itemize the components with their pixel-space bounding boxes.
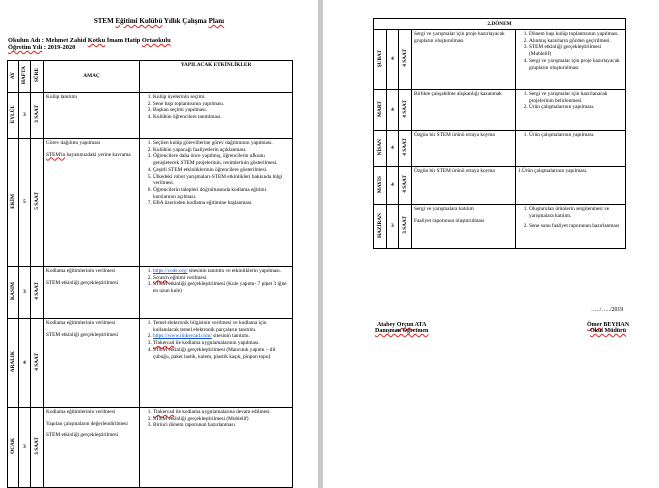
list-item: 3. Tinkercad ile kodlama uygulamalarının yapılması. (153, 340, 290, 347)
document-page-left (0, 0, 318, 488)
week-cell: 3 (19, 267, 31, 319)
header-activities: YAPILACAK ETKİNLİKLER (140, 61, 293, 93)
list-item: 1. Kulüp üyelerinin seçimi. (153, 94, 290, 101)
list-item: 7. EBA üzerinden kodlama eğitimine başlanması. (153, 200, 290, 207)
aim-cell: Kodlama eğitimlerinin verilmesi STEM etkinliği gerçekleştirilmesi (44, 267, 140, 319)
duration-cell: 3 SAAT (399, 205, 412, 249)
duration-cell: 4 SAAT (31, 267, 44, 319)
aim-cell: Özgün bir STEM ürünü ortaya koyma (412, 167, 516, 205)
list-item: 4. STEM etkinliği gerçekleştirilmesi (Mancınık yapımı – dil çubuğu, paket lastik, kalem, plastik kaşık, pinpon topu) (153, 347, 290, 360)
table-row (8, 319, 293, 408)
table-row (374, 90, 626, 131)
list-item: 1. Tinkercad ile kodlama uygulamalarına devam edilmesi. (153, 409, 290, 416)
list-item: 4. Çeşitli STEM etkinliklerinin öğrencilere gösterilmesi. (153, 167, 290, 174)
list-item: 2. Sene sonu faaliyet raporunun hazırlanması (529, 223, 623, 230)
document-page-right (323, 0, 659, 488)
duration-cell: 4 SAAT (399, 131, 412, 167)
signature-date: …../…../2019 (591, 307, 624, 313)
month-cell: ARALIK (8, 319, 19, 408)
table-row (374, 30, 626, 90)
week-cell: 4 (387, 131, 399, 167)
list-item: 2. Scratch eğitimi verilmesi. (153, 275, 290, 282)
month-cell: MAYIS (374, 167, 387, 205)
activities-cell (140, 319, 293, 408)
table-row (374, 167, 626, 205)
list-item: 3. STEM etkinliği gerçekleştirilmesi (Mublelif) (529, 44, 623, 57)
month-cell: EKİM (8, 139, 19, 267)
week-cell: 4 (19, 319, 31, 408)
list-item: 1. Dönem başı kulüp toplantısının yapılması. (529, 31, 623, 38)
aim-cell: Görev dağılımı yapılması STEM'in hayatımızdaki yerine kavrama (44, 139, 140, 267)
header-month: AY (8, 61, 19, 93)
week-cell: 4 (387, 167, 399, 205)
month-cell: ŞUBAT (374, 30, 387, 90)
principal-name: Ömer BEYHAN (587, 322, 630, 328)
activities-cell (140, 408, 293, 488)
week-cell: 3 (19, 408, 31, 488)
activities-cell (516, 30, 626, 90)
list-item: 2. https://www.tinkercad.com/ sitesinin tanıtımı. (153, 333, 290, 340)
list-item: 4. Kulübün öğrencilere tanıtılması. (153, 114, 290, 121)
header-week: HAFTA (19, 61, 31, 93)
aim-cell: Kodlama eğitimlerinin verilmesi STEM etkinliği gerçekleştirilmesi (44, 319, 140, 408)
table-row (8, 267, 293, 319)
month-cell: NİSAN (374, 131, 387, 167)
table-header-row (8, 61, 293, 93)
list-item: 1. Ürün çalışmalarının yapılması. (529, 132, 623, 139)
duration-cell: 3 SAAT (31, 408, 44, 488)
aim-cell: Sergi ve yarışmalara katılım Faaliyet raporunun oluşturulması (412, 205, 516, 249)
school-name-line: Okulun Adı : Mehmet Zahid Kotku İmam Hatip Ortaokulu (8, 37, 171, 44)
tinkercad-link[interactable]: https://www.tinkercad.com/ (153, 333, 212, 340)
list-item: 3. Birinci dönem raporunun hazırlanması (153, 422, 290, 429)
activities-cell (516, 131, 626, 167)
table-row (8, 139, 293, 267)
list-item: 3. STEM etkinliği gerçekleştirilmesi (Kule yapımı- 7 pipet 3 iğne en uzun kule) (153, 281, 290, 294)
duration-cell: 4 SAAT (399, 167, 412, 205)
activities-cell (516, 90, 626, 131)
table-row (8, 408, 293, 488)
list-item: 2. Sene başı toplantısının yapılması. (153, 101, 290, 108)
activities-cell (140, 93, 293, 139)
aim-cell: Kodlama eğitimlerinin verilmesi Yapılan çalışmaların değerlendirilmesi STEM etkinliği gerçekleştirilmesi (44, 408, 140, 488)
header-duration: SÜRE (31, 61, 44, 93)
week-cell: 3 (19, 93, 31, 139)
term-title: 2.DÖNEM (374, 19, 626, 30)
list-item: 1. Temel elektronik bilgisinin verilmesi ve kodlama için kullanılacak temel elektronik parçaların tanıtımı. (153, 320, 290, 333)
table-row (374, 205, 626, 249)
signature-principal (587, 322, 629, 334)
table-row (8, 93, 293, 139)
signature-advisor (375, 322, 428, 334)
week-cell: 4 (387, 30, 399, 90)
list-item: 1. Sergi ve yarışmalar için hazırlanacak projelerinin belirlenmesi. (529, 91, 623, 104)
list-item: 1. Oluşturulan ürünlerin sergilenmesi ve yarışmalara katılım. (529, 206, 623, 219)
aim-cell: Özgün bir STEM ürünü ortaya koyma (412, 131, 516, 167)
list-item: 3. Öğrencilere daha önce yapılmış, öğrencilerin ufkunu genişletecek STEM projelerinin, resimlerinin gösterilmesi. (153, 153, 290, 166)
list-item: 6. Öğrencilerin talepleri doğrultusunda kodlama eğitimi kurslarının açılması. (153, 187, 290, 200)
aim-cell: Kulüp tanıtımı (44, 93, 140, 139)
header-aim: AMAÇ (44, 61, 140, 93)
aim-cell: Birlikte çalışabilme alışkanlığı kazanmak (412, 90, 516, 131)
duration-cell: 4 SAAT (31, 319, 44, 408)
month-cell: MART (374, 90, 387, 131)
school-year-line: Öğretim Yılı : 2019-2020 (8, 44, 76, 51)
advisor-name: Atabey Orçun ATA (376, 322, 427, 328)
list-item: 2. Kulübün yapacağı faaliyetlerin açıklanması. (153, 147, 290, 154)
month-cell: EYLÜL (8, 93, 19, 139)
list-item: 1.Ürün çalışmalarının yapılması. (518, 168, 588, 174)
list-item: 5. Ülkedeki robot yarışmaları-STEM etkinlikleri hakkında bilgi verilmesi. (153, 174, 290, 187)
plan-table-term1 (7, 60, 293, 488)
activities-cell (516, 167, 626, 205)
principal-title: Okul Müdürü (589, 328, 627, 334)
month-cell: HAZİRAN (374, 205, 387, 249)
list-item: 4. Sergi ve yarışmalar için proje hazırlayacak grupların oluşturulması (529, 58, 623, 71)
plan-table-term2 (373, 18, 626, 249)
week-cell: 3 (387, 205, 399, 249)
aim-cell: Sergi ve yarışmalar için proje hazırlayacak grupların oluşturulması (412, 30, 516, 90)
term-header-row (374, 19, 626, 30)
duration-cell: 3 SAAT (31, 93, 44, 139)
list-item: 3. Başkan seçimi yapılması. (153, 107, 290, 114)
list-item: 2. Ürün çalışmalarının yapılması. (529, 104, 623, 111)
table-row (374, 131, 626, 167)
list-item: 2. Alınmış kararların gözden geçirilmesi. (529, 38, 623, 45)
duration-cell: 5 SAAT (31, 139, 44, 267)
list-item: 1. Seçilen kulüp görevlilerine görev dağılımının yapılması. (153, 140, 290, 147)
activities-cell (140, 139, 293, 267)
document-title: STEM Eğitimi Kulübü Yıllık Çalışma Planı (93, 17, 225, 25)
month-cell: KASIM (8, 267, 19, 319)
activities-cell (140, 267, 293, 319)
duration-cell: 4 SAAT (399, 90, 412, 131)
week-cell: 5 (19, 139, 31, 267)
code-org-link[interactable]: https://code.org/ (153, 268, 188, 274)
week-cell: 4 (387, 90, 399, 131)
advisor-title: Danışman Öğretmen (375, 328, 429, 334)
month-cell: OCAK (8, 408, 19, 488)
list-item: 1. https://code.org/ sitesinin tanıtımı ve etkinliklerin yapılması. (153, 268, 290, 275)
list-item: 2. STEM etkinliği gerçekleştirilmesi (Mublelif) (153, 416, 290, 423)
activities-cell (516, 205, 626, 249)
duration-cell: 4 SAAT (399, 30, 412, 90)
